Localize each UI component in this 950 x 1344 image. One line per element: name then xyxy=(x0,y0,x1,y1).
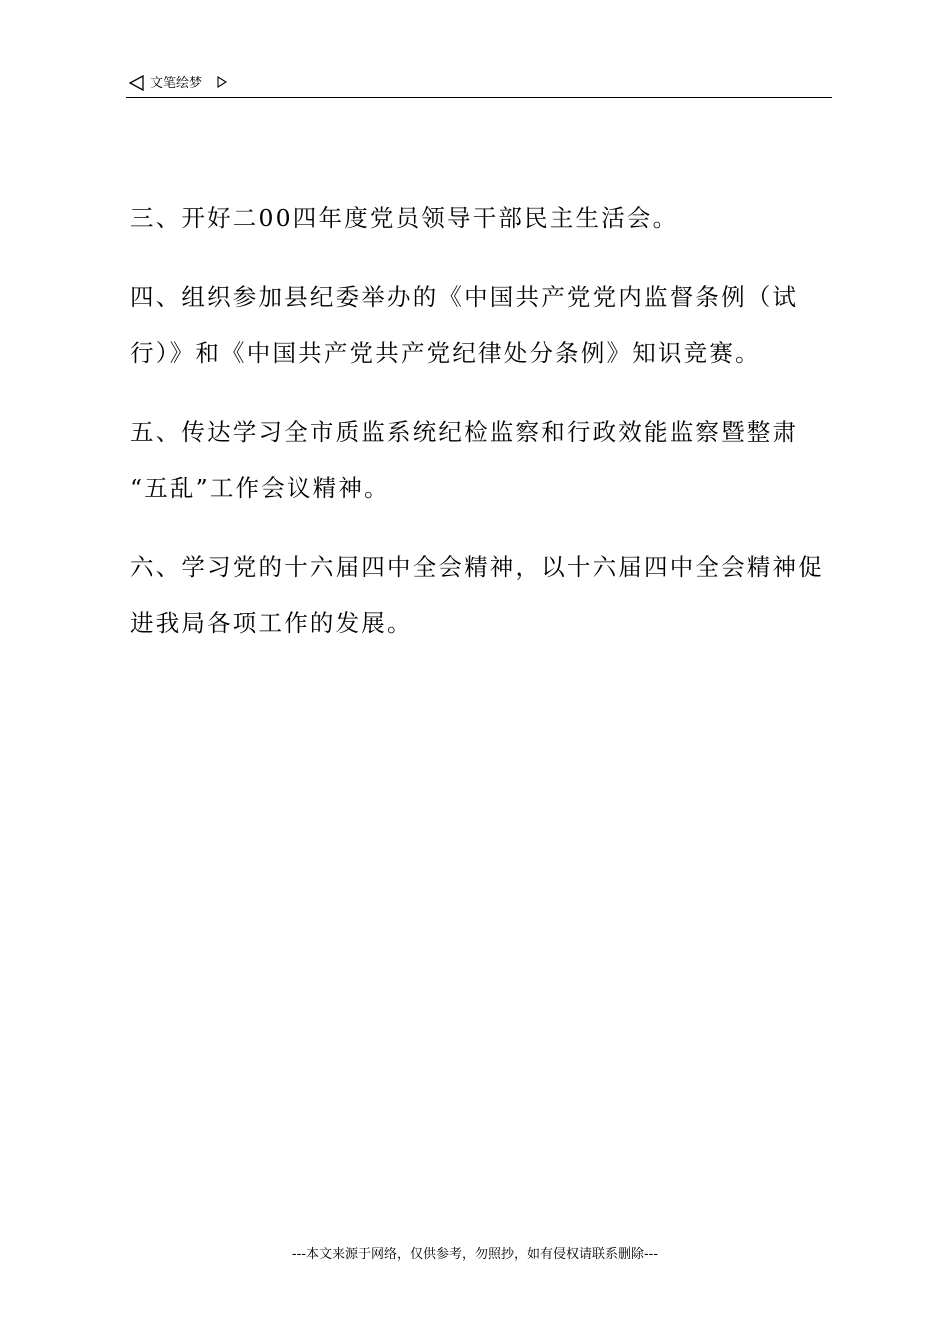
paragraph-line: “五乱”工作会议精神。 xyxy=(130,474,390,502)
document-body xyxy=(130,190,824,674)
paragraph-line: 四、组织参加县纪委举办的《中国共产党党内监督条例（试 xyxy=(130,283,799,311)
footer-disclaimer: ---本文来源于网络，仅供参考，勿照抄，如有侵权请联系删除--- xyxy=(291,1247,659,1262)
header-divider xyxy=(126,97,832,98)
header-title: 文笔绘梦 xyxy=(150,76,203,91)
paragraph-item-4 xyxy=(130,269,820,381)
paragraph-item-6 xyxy=(130,539,824,651)
paragraph-item-3 xyxy=(130,190,820,246)
paragraph-line: 进我局各项工作的发展。 xyxy=(130,609,413,637)
paragraph-line: 行）》和《中国共产党共产党纪律处分条例》知识竞赛。 xyxy=(130,339,761,367)
triangle-left-icon xyxy=(128,74,146,92)
page-header xyxy=(128,74,832,98)
paragraph-line: 六、学习党的十六届四中全会精神，以十六届四中全会精神促 xyxy=(130,553,824,581)
paragraph-line: 五、传达学习全市质监系统纪检监察和行政效能监察暨整肃 xyxy=(130,418,799,446)
triangle-right-icon xyxy=(217,76,227,88)
paragraph-item-5 xyxy=(130,404,820,516)
paragraph-line: 三、开好二00四年度党员领导干部民主生活会。 xyxy=(130,204,679,232)
